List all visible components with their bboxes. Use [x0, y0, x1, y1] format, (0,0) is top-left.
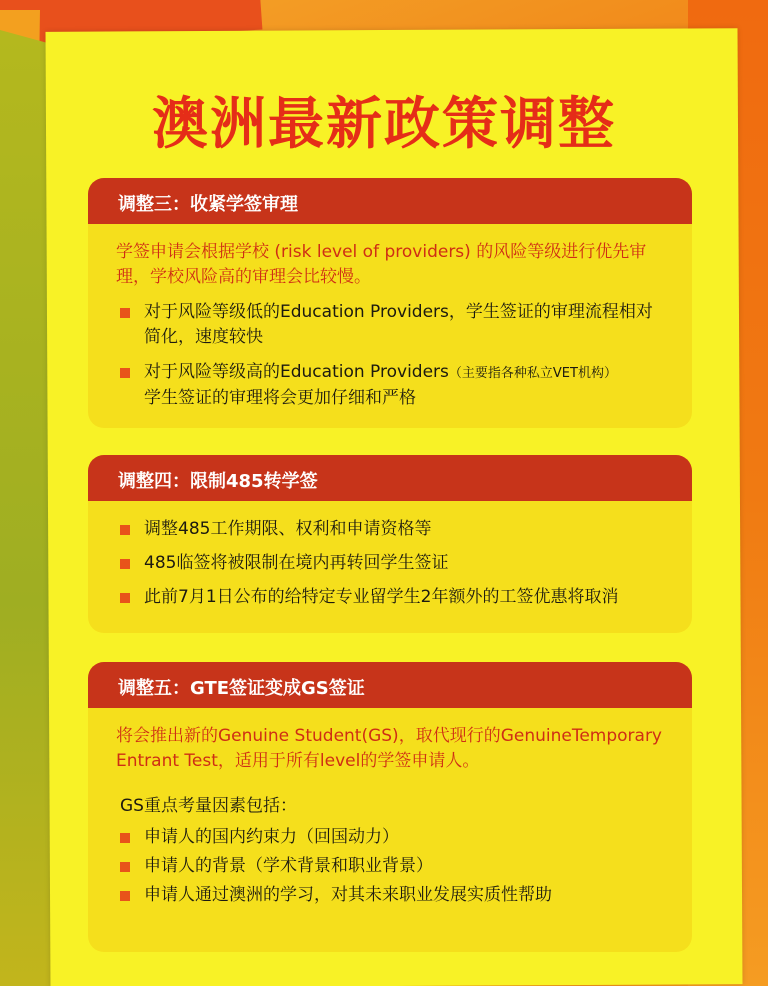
list-item	[120, 585, 668, 610]
list-item-text: 申请人通过澳洲的学习，对其未来职业发展实质性帮助	[144, 885, 552, 905]
list-item-text: 此前7月1日公布的给特定专业留学生2年额外的工签优惠将取消	[144, 587, 619, 607]
card-subhead: GS重点考量因素包括：	[120, 796, 297, 816]
list-item	[120, 300, 668, 350]
card-intro: 学签申请会根据学校 (risk level of providers) 的风险等级进行优先审理，学校风险高的审理会比较慢。	[116, 242, 647, 287]
list-item-text: 对于风险等级高的Education Providers	[144, 362, 449, 382]
policy-card-3	[88, 178, 692, 428]
bullet-list	[88, 517, 692, 610]
list-item-text: 申请人的背景（学术背景和职业背景）	[144, 856, 433, 876]
card-intro: 将会推出新的Genuine Student(GS)，取代现行的GenuineTemporary Entrant Test，适用于所有level的学签申请人。	[116, 726, 662, 771]
policy-card-4	[88, 455, 692, 633]
card-header: 调整三：收紧学签审理	[88, 178, 692, 224]
list-item-text: 调整485工作期限、权利和申请资格等	[144, 519, 432, 539]
list-item	[120, 551, 668, 576]
list-item-text: 对于风险等级低的Education Providers，学生签证的审理流程相对简化，速度较快	[144, 302, 653, 347]
bullet-list	[88, 825, 692, 908]
policy-card-5	[88, 662, 692, 952]
list-item-note: （主要指各种私立VET机构）	[448, 366, 617, 381]
list-item	[120, 825, 668, 850]
list-item	[120, 517, 668, 542]
list-item-text: 申请人的国内约束力（回国动力）	[144, 827, 399, 847]
list-item-text: 485临签将被限制在境内再转回学生签证	[144, 553, 449, 573]
list-item	[120, 854, 668, 879]
list-item	[120, 883, 668, 908]
card-header: 调整五：GTE签证变成GS签证	[88, 662, 692, 708]
card-header: 调整四：限制485转学签	[88, 455, 692, 501]
page-title: 澳洲最新政策调整	[152, 92, 616, 157]
bullet-list	[88, 300, 692, 411]
list-item	[120, 360, 668, 411]
list-item-text: 学生签证的审理将会更加仔细和严格	[144, 388, 416, 408]
